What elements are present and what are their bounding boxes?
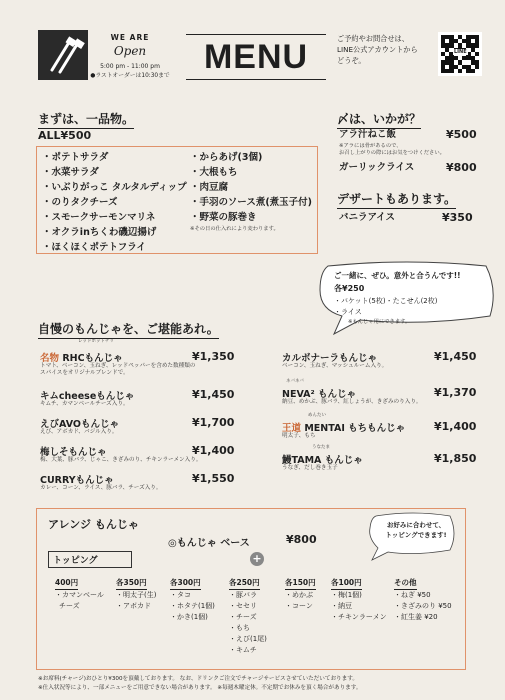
topping-col-price: 各300円 bbox=[170, 577, 201, 590]
topping-item: ・コーン bbox=[285, 602, 313, 610]
footer-note-2: ※仕入状況等により、一部メニューをご用意できない場合があります。 ※毎週木曜定休。不定期でお休みを頂く場合があります。 bbox=[38, 684, 362, 691]
monja-left-list bbox=[40, 338, 240, 500]
topping-item: ・セセリ bbox=[229, 602, 257, 610]
menu-item bbox=[40, 472, 240, 500]
menu-item bbox=[282, 412, 478, 444]
menu-item bbox=[40, 388, 240, 416]
shime-note-1: ※アラには骨があるので、 bbox=[339, 143, 402, 149]
topping-col-price: 各250円 bbox=[229, 577, 260, 590]
arrange-base-price: ¥800 bbox=[286, 533, 317, 546]
section-heading-first: まずは、一品物。 bbox=[38, 110, 134, 129]
topping-item: ・めかぶ bbox=[285, 591, 313, 599]
arrange-base-label: ◎もんじゃ ベース bbox=[168, 538, 250, 549]
menu-item-name: RHCもんじゃ bbox=[62, 353, 123, 364]
bubble-note: ※もんじゃ用にできます。 bbox=[348, 319, 411, 325]
topping-col bbox=[55, 570, 115, 612]
menu-item-desc: 納豆、めかぶ、豚バラ、紅しょうが、きざみのり入り。 bbox=[282, 399, 422, 405]
plus-icon: + bbox=[250, 552, 264, 566]
menu-item-desc: 明太子、もち bbox=[282, 433, 316, 439]
topping-item: ・納豆 bbox=[331, 602, 352, 610]
page-title: MENU bbox=[203, 38, 309, 76]
menu-item-desc: トマト、ベーコン、玉ねぎ、レッドペッパーを含めた数種類の bbox=[40, 363, 196, 369]
topping-label: トッピング bbox=[48, 551, 132, 568]
topping-col-price: その他 bbox=[394, 577, 417, 590]
menu-item-desc: 梅、大葉、豚バラ、じゃこ、きざみのり、チキンラーメン入り。 bbox=[40, 457, 202, 463]
menu-item-price: ¥1,350 bbox=[192, 350, 235, 363]
topping-col bbox=[170, 570, 228, 623]
topping-item: ・豚バラ bbox=[229, 591, 257, 599]
menu-item-ruby: うなたま bbox=[312, 445, 330, 450]
shime-item-price: ¥500 bbox=[446, 128, 477, 141]
shime-note-2: お召し上がりの際にはお気をつけください。 bbox=[339, 150, 445, 156]
first-left-list bbox=[42, 150, 187, 255]
footer-note-1: ※お席料(チャージ)おひとり¥300を頂戴しております。 なお、ドリンクご注文でチャージサービスさせていただいております。 bbox=[38, 676, 358, 682]
list-item: ・手羽のソース煮(煮玉子付) bbox=[190, 197, 313, 208]
menu-item-price: ¥1,850 bbox=[434, 452, 477, 465]
topping-item: ・カマンベール bbox=[55, 591, 104, 599]
topping-col bbox=[116, 570, 174, 612]
shime-item-price: ¥800 bbox=[446, 161, 477, 174]
menu-item bbox=[40, 416, 240, 444]
menu-item-desc: カレー、コーン、ライス、豚バラ、チーズ入り。 bbox=[40, 485, 162, 491]
topping-item: ・もち bbox=[229, 624, 250, 632]
contact-text-1: ご予約やお問合せは、 bbox=[337, 34, 409, 43]
list-item: ・ほくほくポテトフライ bbox=[42, 242, 146, 253]
topping-col-price: 各350円 bbox=[116, 577, 147, 590]
menu-tag: 王道 bbox=[282, 423, 302, 434]
menu-item-name: 梅しそもんじゃ bbox=[40, 447, 107, 458]
menu-item-name: CURRYもんじゃ bbox=[40, 475, 114, 486]
menu-item bbox=[282, 350, 478, 380]
topping-col-price: 各100円 bbox=[331, 577, 362, 590]
topping-col bbox=[394, 570, 462, 623]
topping-item: ・梅(1個) bbox=[331, 591, 362, 599]
section-heading-shime: 〆は、いかが？ bbox=[337, 110, 421, 129]
list-item: ・大根もち bbox=[190, 167, 238, 178]
topping-item: ・アボカド bbox=[116, 602, 151, 610]
topping-bubble-line-1: お好みに合わせて、 bbox=[386, 521, 446, 529]
list-item: ・オクラinちくわ磯辺揚げ bbox=[42, 227, 157, 238]
menu-item bbox=[282, 444, 478, 476]
topping-item: ・紅生姜 ¥20 bbox=[394, 613, 438, 621]
menu-item-ruby: めんたい bbox=[308, 413, 326, 418]
menu-item-price: ¥1,450 bbox=[192, 388, 235, 401]
list-item: ・野菜の豚巻き bbox=[190, 212, 257, 223]
menu-item-ruby: レッドホットチリ bbox=[78, 339, 114, 344]
topping-item: ・タコ bbox=[170, 591, 191, 599]
topping-item: チーズ bbox=[59, 602, 80, 610]
menu-item-name: えびAVOもんじゃ bbox=[40, 419, 119, 430]
monja-right-list bbox=[282, 350, 478, 476]
spatula-icon bbox=[38, 30, 88, 80]
first-note: ※その日の仕入れにより変わります。 bbox=[190, 226, 279, 232]
topping-item: ・明太子(生) bbox=[116, 591, 157, 599]
menu-item-desc: キムチ、カマンベールチーズ入り。 bbox=[40, 401, 129, 407]
arrange-heading: アレンジ もんじゃ bbox=[48, 518, 139, 531]
hours: 5:00 pm - 11:00 pm bbox=[100, 63, 160, 70]
topping-col bbox=[229, 570, 281, 656]
logo bbox=[38, 30, 88, 80]
menu-item-price: ¥1,400 bbox=[434, 420, 477, 433]
bubble-title: ご一緒に、ぜひ。意外と合うんです!! bbox=[334, 271, 461, 280]
topping-item: ・きざみのり ¥50 bbox=[394, 602, 452, 610]
list-item: ・からあげ(3個) bbox=[190, 152, 263, 163]
bubble-line-2: ・ライス bbox=[334, 308, 362, 316]
list-item: ・のりタクチーズ bbox=[42, 197, 118, 208]
section-heading-monja: 自慢のもんじゃを、ご堪能あれ。 bbox=[38, 320, 219, 339]
dessert-price: ¥350 bbox=[442, 211, 473, 224]
topping-item: ・チキンラーメン bbox=[331, 613, 387, 621]
list-item: ・肉豆腐 bbox=[190, 182, 229, 193]
menu-item-name: MENTAI もちもんじゃ bbox=[304, 423, 406, 434]
topping-item: ・チーズ bbox=[229, 613, 257, 621]
menu-item bbox=[282, 380, 478, 412]
menu-item-name: カルボナーラもんじゃ bbox=[282, 353, 378, 364]
topping-item: ・キムチ bbox=[229, 646, 257, 654]
first-right-list bbox=[190, 150, 312, 233]
list-item: ・スモークサーモンマリネ bbox=[42, 212, 156, 223]
qr-code[interactable] bbox=[438, 32, 482, 76]
menu-item-price: ¥1,550 bbox=[192, 472, 235, 485]
topping-item: ・かき(1個) bbox=[170, 613, 208, 621]
menu-item-name: キムcheeseもんじゃ bbox=[40, 391, 135, 402]
topping-col bbox=[331, 570, 393, 623]
topping-item: ・えび(1尾) bbox=[229, 635, 267, 643]
menu-tag: 名物 bbox=[40, 353, 60, 364]
list-item: ・いぶりがっこ タルタルディップ bbox=[42, 182, 187, 193]
shime-item-name: ガーリックライス bbox=[339, 162, 415, 173]
dessert-name: バニラアイス bbox=[339, 212, 396, 223]
menu-item bbox=[40, 444, 240, 472]
menu-item bbox=[40, 338, 240, 388]
list-item: ・水菜サラダ bbox=[42, 167, 99, 178]
open-label: Open bbox=[113, 44, 147, 58]
menu-item-ruby: ネバネバ bbox=[286, 379, 304, 384]
menu-item-desc: うなぎ、だし巻き玉子 bbox=[282, 465, 338, 471]
menu-item-desc: スパイスをオリジナルブレンドで。 bbox=[40, 370, 129, 376]
bubble-line-1: ・バケット(5枚)・たこせん(2枚) bbox=[334, 297, 438, 305]
topping-bubble-line-2: トッピングできます! bbox=[385, 531, 447, 539]
section-heading-dessert: デザートもあります。 bbox=[337, 190, 456, 209]
menu-item-desc: ベーコン、玉ねぎ、マッシュルーム入り。 bbox=[282, 363, 388, 369]
all-price: ALL¥500 bbox=[38, 129, 92, 142]
topping-col-price: 各150円 bbox=[285, 577, 316, 590]
topping-col bbox=[285, 570, 331, 612]
topping-col-price: 400円 bbox=[55, 577, 78, 590]
topping-item: ・ねぎ ¥50 bbox=[394, 591, 431, 599]
contact-text-2: LINE公式アカウントから bbox=[337, 45, 418, 54]
menu-item-price: ¥1,400 bbox=[192, 444, 235, 457]
qr-label: LINE bbox=[454, 49, 467, 55]
menu-item-price: ¥1,370 bbox=[434, 386, 477, 399]
menu-item-price: ¥1,700 bbox=[192, 416, 235, 429]
contact-text-3: どうぞ。 bbox=[337, 56, 366, 65]
shime-item-name: アラ汁ねこ飯 bbox=[339, 129, 397, 140]
menu-title-frame bbox=[186, 34, 326, 80]
bubble-price: 各¥250 bbox=[334, 284, 365, 293]
topping-item: ・ホタテ(1個) bbox=[170, 602, 215, 610]
menu-item-name: 鰻TAMA もんじゃ bbox=[282, 455, 363, 466]
we-are-label: WE ARE bbox=[110, 33, 150, 42]
list-item: ・ポテトサラダ bbox=[42, 152, 109, 163]
menu-item-name: NEVA² もんじゃ bbox=[282, 389, 356, 400]
menu-item-price: ¥1,450 bbox=[434, 350, 477, 363]
last-order: ●ラストオーダーは10:30まで bbox=[90, 73, 170, 79]
menu-item-desc: えび、アボカド、バジル入り。 bbox=[40, 429, 118, 435]
